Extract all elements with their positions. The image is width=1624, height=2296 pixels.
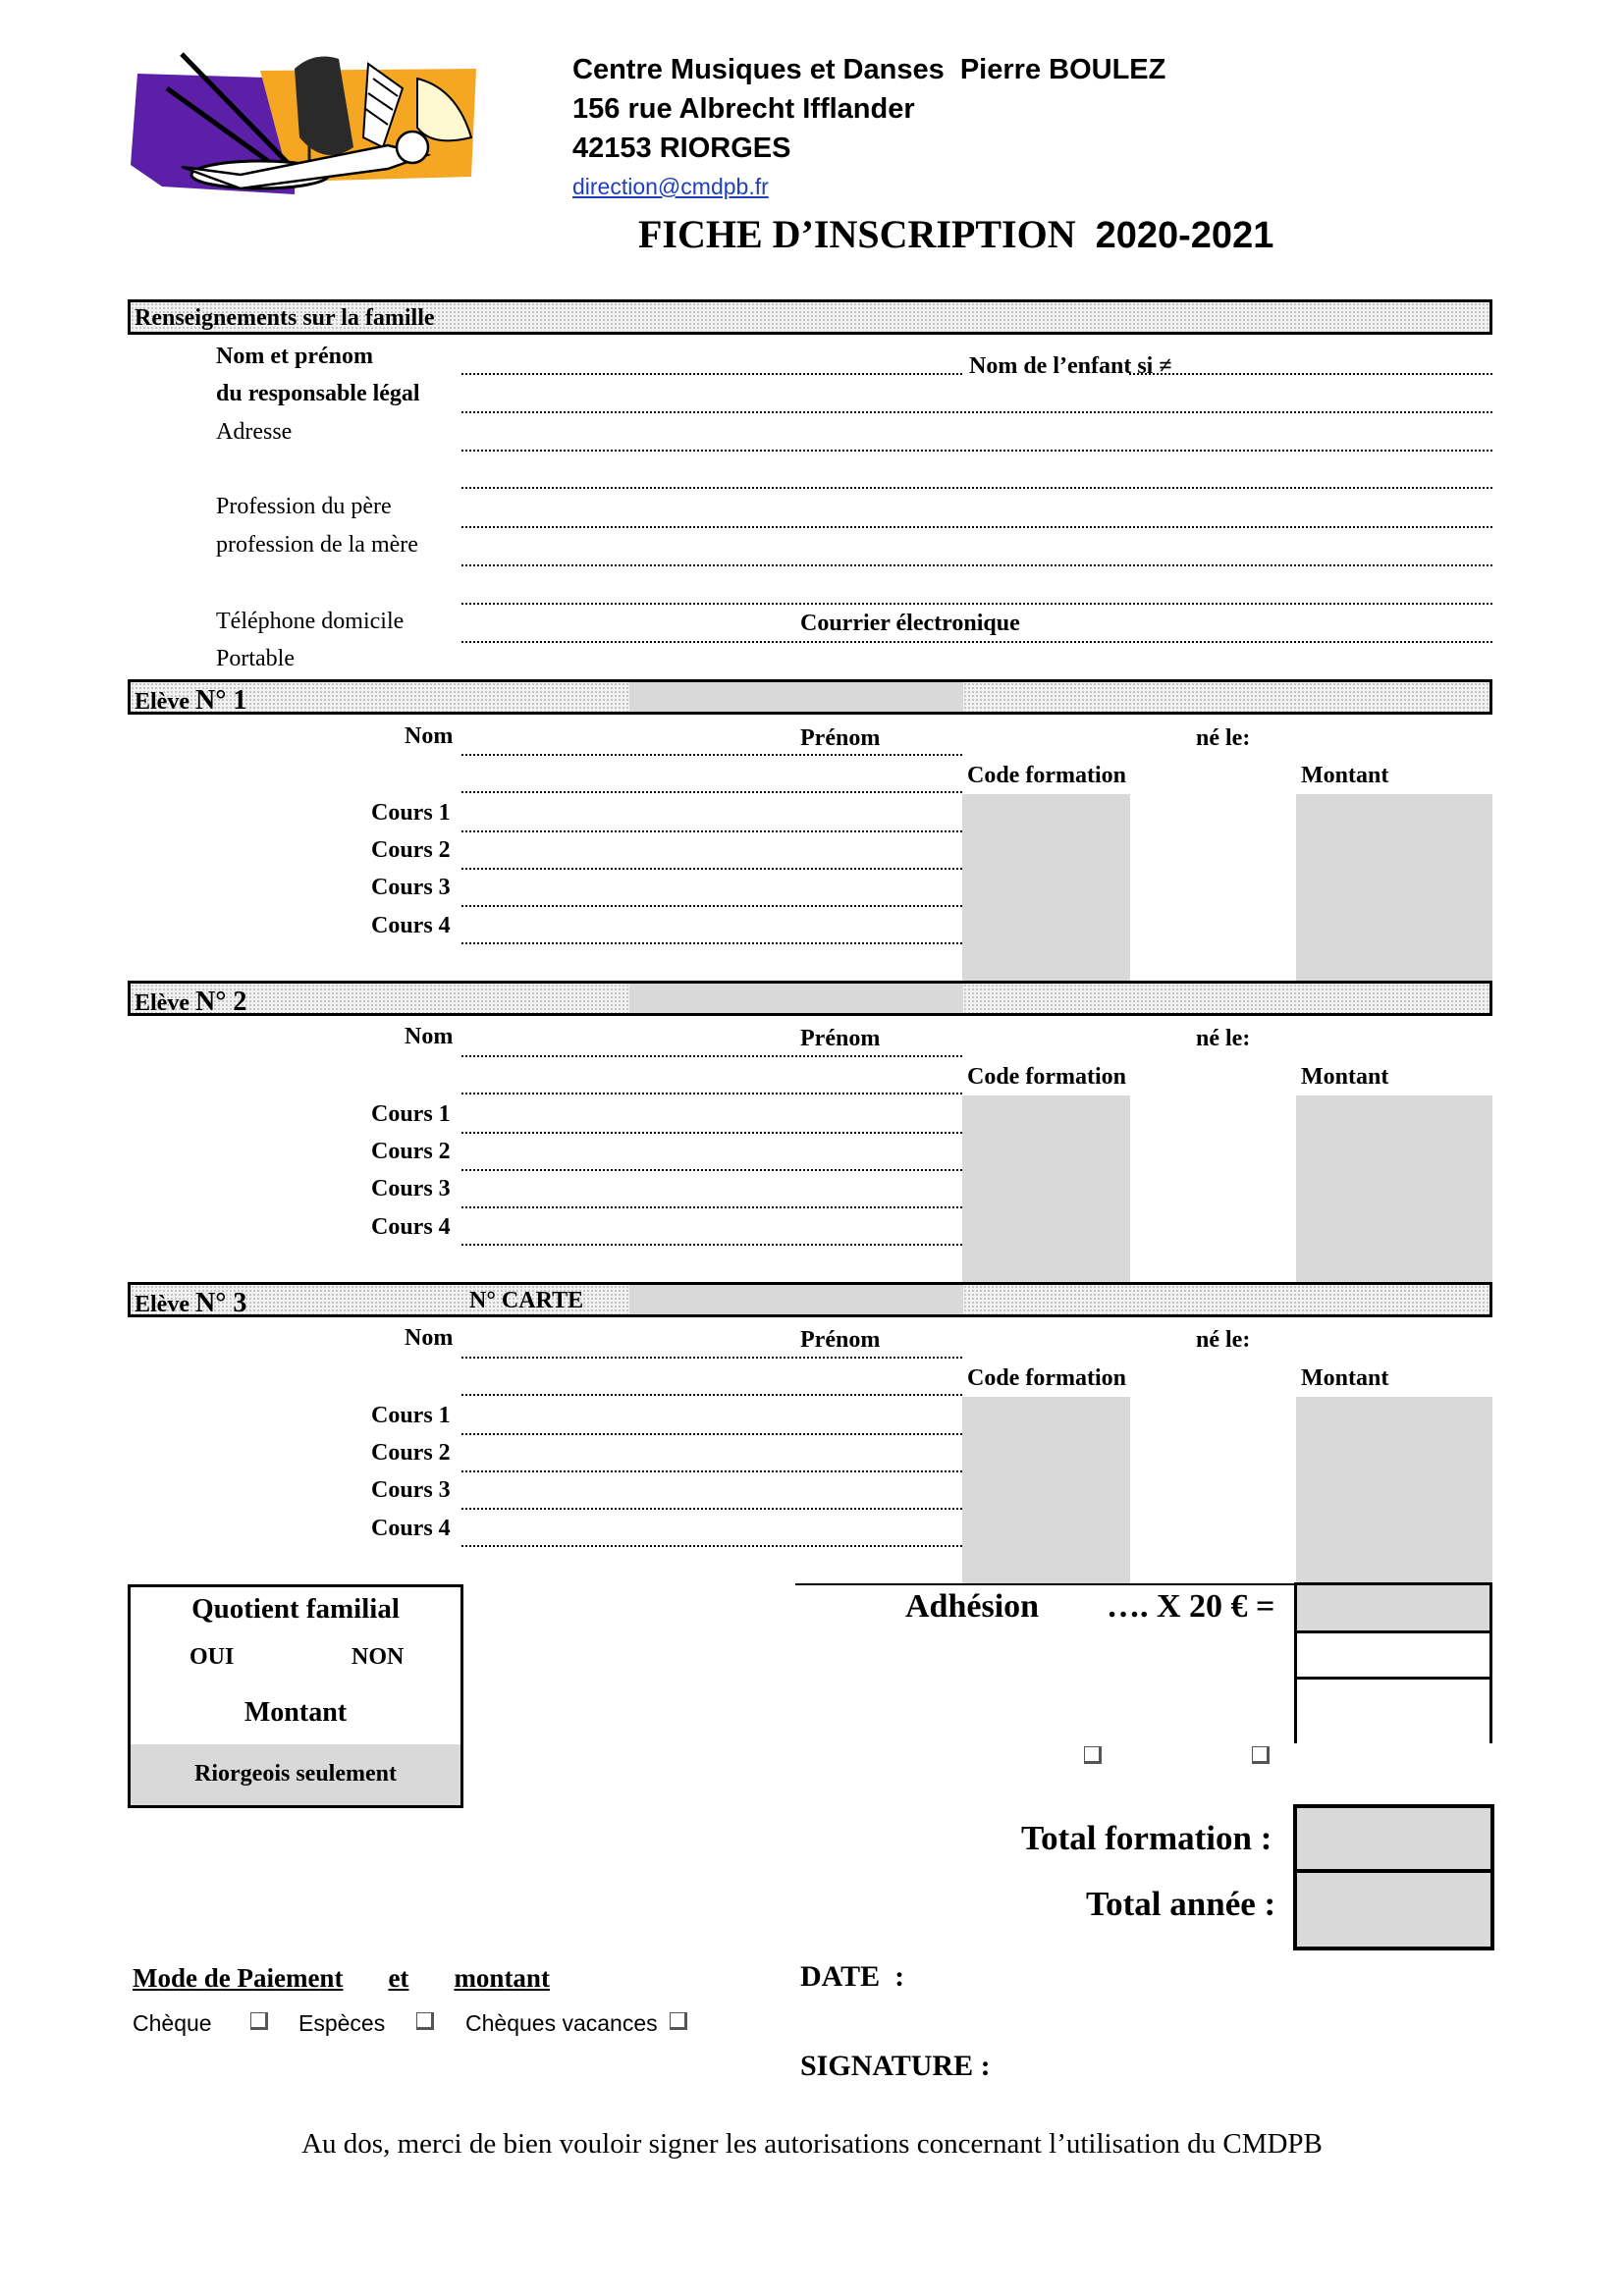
payment-method-cheque: Chèque	[133, 2010, 212, 2036]
cheques-vacances-checkbox[interactable]	[670, 2012, 687, 2030]
adhesion-formula: …. X 20 € =	[1107, 1588, 1275, 1625]
student-1-name-field[interactable]	[461, 754, 962, 756]
student-3-course-1-label: Cours 1	[371, 1403, 451, 1428]
student-3-course-2-label: Cours 2	[371, 1440, 451, 1466]
student-3-name-field[interactable]	[461, 1357, 962, 1359]
quotient-box	[128, 1584, 463, 1808]
student-3-code-label: Code formation	[967, 1365, 1126, 1391]
student-2-nom-label: Nom	[405, 1024, 454, 1049]
student-2-name-field[interactable]	[461, 1055, 962, 1057]
student-1-amount-label: Montant	[1301, 763, 1389, 788]
student-3-course-4-label: Cours 4	[371, 1516, 451, 1541]
student-2-course-1-label: Cours 1	[371, 1101, 451, 1127]
father-job-label: Profession du père	[216, 494, 392, 519]
student-1-code-label: Code formation	[967, 763, 1126, 788]
page-title	[638, 211, 1273, 257]
student-2-course-2-label: Cours 2	[371, 1139, 451, 1164]
student-1-course-2-field[interactable]	[461, 868, 962, 870]
quotient-note: Riorgeois seulement	[194, 1761, 397, 1787]
student-1-amount-column[interactable]	[1296, 794, 1492, 981]
org-email-link[interactable]: direction@cmdpb.fr	[572, 174, 769, 199]
email-label: Courrier électronique	[800, 611, 1020, 636]
student-2-code-label: Code formation	[967, 1064, 1126, 1090]
student-3-code-column[interactable]	[962, 1397, 1130, 1583]
title-year: 2020-2021	[1095, 215, 1274, 256]
student-3-bar-shade	[629, 1285, 963, 1314]
student-3-nom-label: Nom	[405, 1325, 454, 1351]
title-text: FICHE D’INSCRIPTION	[638, 212, 1076, 256]
student-3-amount-column[interactable]	[1296, 1397, 1492, 1583]
org-name: Centre Musiques et Danses Pierre BOULEZ	[572, 54, 1166, 85]
cheque-checkbox[interactable]	[250, 2012, 268, 2030]
guardian-name-field[interactable]	[461, 373, 962, 375]
total-year-field[interactable]	[1297, 1873, 1490, 1947]
student-3-course-3-label: Cours 3	[371, 1477, 451, 1503]
adhesion-rule	[795, 1583, 1296, 1585]
student-1-title: Elève N° 1	[135, 685, 247, 716]
address-field-2[interactable]	[461, 487, 1492, 489]
logo-icon	[123, 49, 481, 206]
home-phone-label: Téléphone domicile	[216, 609, 405, 634]
student-2-amount-label: Montant	[1301, 1064, 1389, 1090]
guardian-name-label-1: Nom et prénom	[216, 344, 373, 369]
family-section-title: Renseignements sur la famille	[135, 305, 435, 331]
student-3-course-3-field[interactable]	[461, 1508, 962, 1510]
student-2-course-3-field[interactable]	[461, 1206, 962, 1208]
student-3-amount-label: Montant	[1301, 1365, 1389, 1391]
quotient-title: Quotient familial	[191, 1593, 400, 1625]
student-3-prenom-label: Prénom	[800, 1327, 881, 1353]
mother-job-field[interactable]	[461, 564, 1492, 566]
guardian-name-label-2: du responsable légal	[216, 381, 420, 406]
option-checkbox-1[interactable]	[1084, 1746, 1102, 1764]
student-1-course-3-label: Cours 3	[371, 875, 451, 900]
student-1-bar-shade	[629, 682, 963, 712]
total-year-label: Total année :	[1086, 1885, 1276, 1923]
student-1-course-1-field[interactable]	[461, 830, 962, 832]
date-label: DATE :	[800, 1960, 905, 1993]
student-2-bar	[128, 981, 1492, 1016]
student-1-course-2-label: Cours 2	[371, 837, 451, 863]
address-label: Adresse	[216, 419, 293, 445]
student-3-bar	[128, 1282, 1492, 1317]
student-1-code-column[interactable]	[962, 794, 1130, 981]
student-1-course-4-label: Cours 4	[371, 913, 451, 938]
student-3-course-2-field[interactable]	[461, 1470, 962, 1472]
extra-field[interactable]	[461, 603, 1492, 605]
student-2-title: Elève N° 2	[135, 987, 247, 1017]
student-3-name-field-2[interactable]	[461, 1394, 962, 1396]
student-1-bar	[128, 679, 1492, 715]
address-field-1[interactable]	[461, 450, 1492, 452]
payment-method-cheques-vacances: Chèques vacances	[465, 2010, 658, 2036]
student-2-course-4-label: Cours 4	[371, 1214, 451, 1240]
student-2-born-label: né le:	[1196, 1026, 1251, 1051]
student-3-course-4-field[interactable]	[461, 1545, 962, 1547]
total-formation-label: Total formation :	[1021, 1819, 1272, 1857]
child-name-label: Nom de l’enfant si ≠	[969, 353, 1172, 379]
student-1-course-4-field[interactable]	[461, 942, 962, 944]
guardian-name-field-2[interactable]	[461, 411, 1492, 413]
quotient-amount-label: Montant	[244, 1697, 348, 1728]
student-1-nom-label: Nom	[405, 723, 454, 749]
mother-job-label: profession de la mère	[216, 532, 418, 558]
student-2-course-2-field[interactable]	[461, 1169, 962, 1171]
org-city: 42153 RIORGES	[572, 133, 791, 164]
student-2-course-4-field[interactable]	[461, 1244, 962, 1246]
student-1-course-3-field[interactable]	[461, 905, 962, 907]
family-section-bar	[128, 299, 1492, 335]
signature-label: SIGNATURE :	[800, 2050, 991, 2082]
student-3-course-1-field[interactable]	[461, 1433, 962, 1435]
student-2-bar-shade	[629, 984, 963, 1013]
student-1-name-field-2[interactable]	[461, 791, 962, 793]
adhesion-label: Adhésion	[905, 1588, 1040, 1625]
student-2-code-column[interactable]	[962, 1095, 1130, 1282]
student-3-title: Elève N° 3	[135, 1288, 247, 1318]
quotient-note-bar	[131, 1744, 460, 1805]
child-name-field[interactable]	[1129, 373, 1492, 375]
student-2-amount-column[interactable]	[1296, 1095, 1492, 1282]
student-1-prenom-label: Prénom	[800, 725, 881, 751]
adhesion-extra-box-1[interactable]	[1294, 1630, 1492, 1680]
mobile-label: Portable	[216, 646, 295, 671]
especes-checkbox[interactable]	[416, 2012, 434, 2030]
adhesion-amount-box[interactable]	[1294, 1582, 1492, 1633]
student-2-prenom-label: Prénom	[800, 1026, 881, 1051]
student-3-card-label: N° CARTE	[469, 1288, 584, 1313]
org-address: 156 rue Albrecht Ifflander	[572, 93, 915, 125]
footer-note: Au dos, merci de bien vouloir signer les autorisations concernant l’utilisation du CMDPB	[301, 2128, 1323, 2160]
option-checkbox-2[interactable]	[1252, 1746, 1270, 1764]
student-2-name-field-2[interactable]	[461, 1093, 962, 1095]
quotient-oui-label[interactable]: OUI	[189, 1644, 235, 1670]
quotient-non-label[interactable]: NON	[352, 1644, 405, 1670]
student-2-course-1-field[interactable]	[461, 1132, 962, 1134]
student-3-born-label: né le:	[1196, 1327, 1251, 1353]
father-job-field[interactable]	[461, 526, 1492, 528]
payment-title	[133, 1963, 550, 1994]
total-formation-field[interactable]	[1297, 1808, 1490, 1869]
adhesion-extra-box-2[interactable]	[1294, 1677, 1492, 1743]
payment-title-3: montant	[454, 1963, 550, 1993]
payment-method-especes: Espèces	[298, 2010, 386, 2036]
payment-title-1: Mode de Paiement	[133, 1963, 344, 1993]
student-1-course-1-label: Cours 1	[371, 800, 451, 826]
student-2-course-3-label: Cours 3	[371, 1176, 451, 1201]
payment-title-2: et	[388, 1963, 409, 1993]
phone-email-field[interactable]	[461, 641, 1492, 643]
student-1-born-label: né le:	[1196, 725, 1251, 751]
